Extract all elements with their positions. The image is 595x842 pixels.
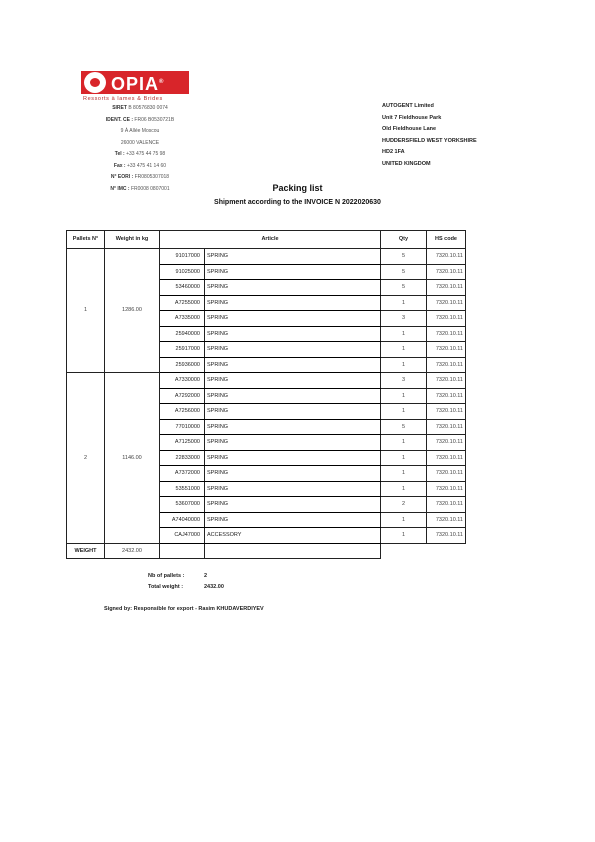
sender-line [90,149,190,161]
item-code: A7125000 [160,435,205,451]
signature-line: Signed by: Responsible for export - Rasim KHUDAVERDIYEV [104,606,264,612]
item-article: SPRING [205,280,381,296]
item-code: 91017000 [160,249,205,265]
document-title: Packing list [272,183,323,193]
item-hs-code: 7320.10.11 [427,404,466,420]
logo-brand: OPIA [111,74,160,94]
item-article: SPRING [205,466,381,482]
item-hs-code: 7320.10.11 [427,326,466,342]
item-article: SPRING [205,497,381,513]
item-code: A7330000 [160,373,205,389]
item-code: A7292000 [160,388,205,404]
item-hs-code: 7320.10.11 [427,264,466,280]
item-hs-code: 7320.10.11 [427,311,466,327]
recipient-line: HD2 1FA [382,149,405,155]
item-code: CAJ47000 [160,528,205,544]
item-qty: 1 [381,512,427,528]
item-hs-code: 7320.10.11 [427,357,466,373]
item-article: SPRING [205,249,381,265]
sender-line [90,138,190,150]
item-qty: 3 [381,373,427,389]
item-qty: 1 [381,466,427,482]
header-pallet: Pallets N° [67,231,105,249]
recipient-line: AUTOGENT Limited [382,103,434,109]
pallet-weight: 1286.00 [105,249,160,373]
item-qty: 5 [381,264,427,280]
packing-table [66,230,466,559]
document-subtitle: Shipment according to the INVOICE N 2022020630 [214,199,381,206]
item-article: SPRING [205,450,381,466]
sender-line-value: +33 475 44 75 98 [126,151,166,157]
sender-line-label: IDENT. CE : [105,116,134,123]
item-qty: 1 [381,388,427,404]
table-row [67,373,466,389]
item-code: 53551000 [160,481,205,497]
sender-line [90,103,190,115]
sender-line [90,126,190,138]
sender-line-value: 26000 VALENCE [120,139,160,146]
logo-badge [81,71,189,94]
item-article: SPRING [205,388,381,404]
sender-line-value: FR0008 0807001 [130,185,170,192]
item-code: A7256000 [160,404,205,420]
pallet-number: 2 [67,373,105,544]
item-hs-code: 7320.10.11 [427,497,466,513]
item-article: SPRING [205,264,381,280]
item-hs-code: 7320.10.11 [427,342,466,358]
item-article: SPRING [205,311,381,327]
sender-line [90,172,190,184]
shipment-summary [148,571,224,593]
item-hs-code: 7320.10.11 [427,280,466,296]
sender-line-value: +33 475 41 14 60 [126,162,167,169]
pallet-weight: 1146.00 [105,373,160,544]
item-qty: 1 [381,326,427,342]
item-hs-code: 7320.10.11 [427,419,466,435]
item-article: SPRING [205,373,381,389]
item-code: 22833000 [160,450,205,466]
header-article: Article [160,231,381,249]
item-qty: 5 [381,280,427,296]
item-hs-code: 7320.10.11 [427,388,466,404]
item-code: 91025000 [160,264,205,280]
recipient-line: HUDDERSFIELD WEST YORKSHIRE [382,137,477,144]
item-article: ACCESSORY [205,528,381,544]
item-qty: 5 [381,249,427,265]
item-qty: 5 [381,419,427,435]
sender-line-value: B 80576830 0074 [128,105,168,111]
item-article: SPRING [205,342,381,358]
item-qty: 1 [381,342,427,358]
total-label: WEIGHT [67,543,105,559]
sender-address [90,103,190,195]
recipient-address [382,101,477,170]
header-hs: HS code [427,231,466,249]
item-hs-code: 7320.10.11 [427,435,466,451]
item-code: A7255000 [160,295,205,311]
item-hs-code: 7320.10.11 [427,481,466,497]
recipient-line: UNITED KINGDOM [382,160,431,167]
item-qty: 1 [381,450,427,466]
item-article: SPRING [205,435,381,451]
item-qty: 3 [381,311,427,327]
item-hs-code: 7320.10.11 [427,512,466,528]
total-weight-label: Total weight : [148,584,184,590]
total-weight-value: 2432.00 [204,584,224,590]
item-qty: 1 [381,357,427,373]
item-qty: 1 [381,528,427,544]
sender-line-label: SIRET [112,105,127,111]
item-qty: 1 [381,435,427,451]
item-qty: 1 [381,481,427,497]
logo-tagline: Ressorts à lames & Brides [83,96,163,102]
header-weight: Weight in kg [105,231,160,249]
recipient-line: Unit 7 Fieldhouse Park [382,114,442,121]
sender-line-label: Fax : [113,162,126,169]
pallet-number: 1 [67,249,105,373]
total-weight: 2432.00 [105,543,160,559]
item-code: 77010000 [160,419,205,435]
sender-line-label: Tel : [114,151,125,157]
item-code: A7372000 [160,466,205,482]
item-hs-code: 7320.10.11 [427,450,466,466]
item-code: A74040000 [160,512,205,528]
logo-mark [84,72,106,93]
item-code: 25917000 [160,342,205,358]
sender-line-label: N° EORI : [110,174,134,180]
item-code: A7335000 [160,311,205,327]
item-article: SPRING [205,357,381,373]
item-code: 53460000 [160,280,205,296]
table-header-row [67,231,466,249]
item-qty: 1 [381,295,427,311]
item-hs-code: 7320.10.11 [427,373,466,389]
sender-line [90,161,190,173]
item-hs-code: 7320.10.11 [427,249,466,265]
item-article: SPRING [205,404,381,420]
item-code: 25940000 [160,326,205,342]
company-logo [81,71,191,101]
sender-line-value: FR0805307018 [134,174,170,180]
item-hs-code: 7320.10.11 [427,528,466,544]
sender-line-value: FR06 B0530721B [134,116,175,123]
header-qty: Qty [381,231,427,249]
pallets-count-label: Nb of pallets : [148,573,185,579]
table-row [67,249,466,265]
sender-line [90,115,190,127]
item-qty: 2 [381,497,427,513]
logo-registered: ® [159,79,165,85]
sender-line-value: 9 À Allée Moscou [120,128,160,134]
item-qty: 1 [381,404,427,420]
total-row [67,543,466,559]
item-code: 53607000 [160,497,205,513]
item-article: SPRING [205,326,381,342]
item-hs-code: 7320.10.11 [427,295,466,311]
pallets-count-value: 2 [204,573,208,579]
recipient-line: Old Fieldhouse Lane [382,126,437,132]
item-code: 25936000 [160,357,205,373]
item-article: SPRING [205,295,381,311]
item-article: SPRING [205,512,381,528]
item-hs-code: 7320.10.11 [427,466,466,482]
item-article: SPRING [205,481,381,497]
item-article: SPRING [205,419,381,435]
sender-line-label: N° IMC : [110,185,130,192]
